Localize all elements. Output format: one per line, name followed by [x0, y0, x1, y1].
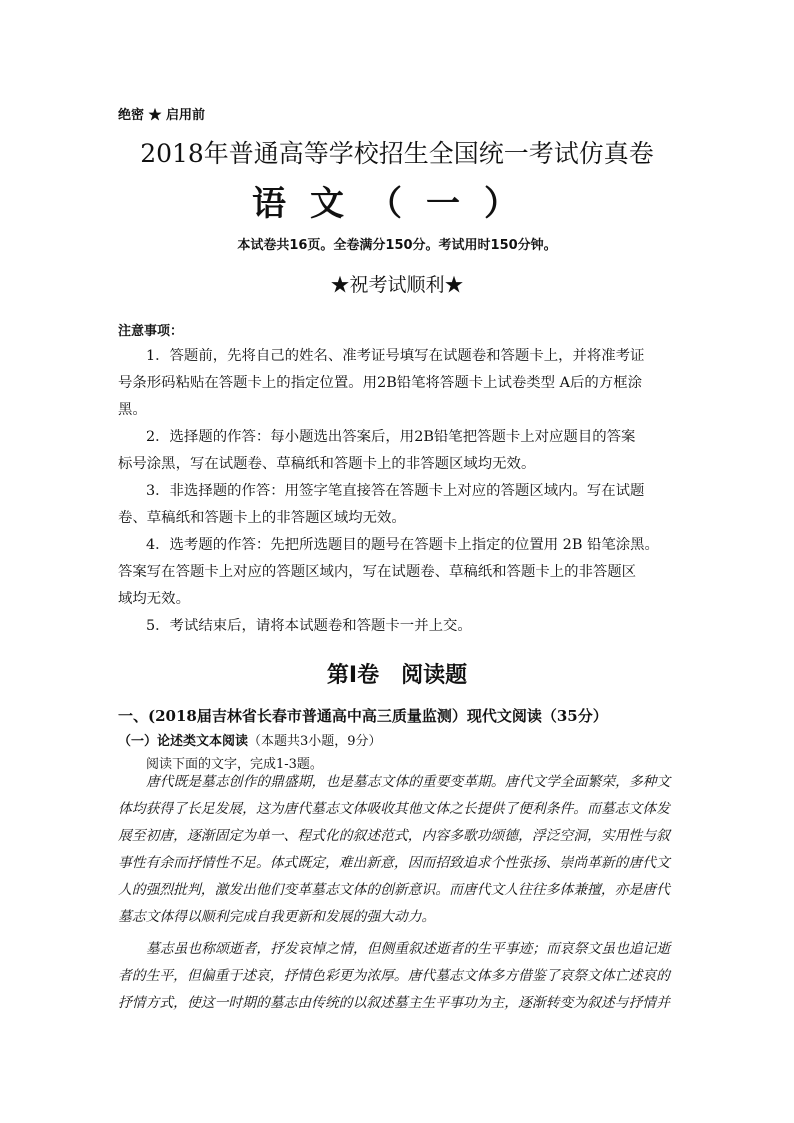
notes-line: 号条形码粘贴在答题卡上的指定位置。用2B铅笔将答题卡上试卷类型 A后的方框涂 — [118, 375, 642, 391]
subsection-label: （一）论述类文本阅读 — [118, 734, 249, 749]
reading-line: 人的强烈批判，激发出他们变革墓志文体的创新意识。而唐代文人往往多体兼擅，亦是唐代 — [118, 882, 670, 898]
notes-heading: 注意事项： — [118, 324, 184, 339]
reading-paragraph — [118, 936, 684, 1017]
notes-line: 2．选择题的作答：每小题选出答案后，用2B铅笔把答题卡上对应题目的答案 — [146, 429, 636, 445]
notes-line: 4．选考题的作答：先把所选题目的题号在答题卡上指定的位置用 2B 铅笔涂黑。 — [146, 537, 659, 553]
reading-line: 体均获得了长足发展，这为唐代墓志文体吸收其他文体之长提供了便利条件。而墓志文体发 — [118, 801, 670, 817]
notes-line: 卷、草稿纸和答题卡上的非答题区域均无效。 — [118, 510, 406, 526]
notes-item — [118, 424, 684, 478]
notes-line: 答案写在答题卡上对应的答题区域内，写在试题卷、草稿纸和答题卡上的非答题区 — [118, 564, 637, 580]
reading-line: 唐代既是墓志创作的鼎盛期，也是墓志文体的重要变革期。唐代文学全面繁荣，多种文 — [146, 774, 671, 790]
subsection-heading — [118, 730, 382, 749]
reading-line: 事性有余而抒情性不足。体式既定，难出新意，因而招致追求个性张扬、崇尚革新的唐代文 — [118, 855, 670, 871]
exam-title: 2018年普通高等学校招生全国统一考试仿真卷 — [140, 139, 654, 168]
reading-paragraph — [118, 769, 684, 931]
part-title: 第Ⅰ卷 阅读题 — [326, 663, 468, 688]
notes-line: 黑。 — [118, 402, 147, 418]
notes-line: 域均无效。 — [118, 591, 190, 607]
question-heading: 一、(2018届吉林省长春市普通高中高三质量监测）现代文阅读（35分） — [118, 707, 608, 725]
reading-line: 墓志文体得以顺利完成自我更新和发展的强大动力。 — [118, 909, 436, 925]
reading-line: 墓志虽也称颂逝者，抒发哀悼之情，但侧重叙述逝者的生平事迹；而哀祭文虽也追记逝 — [146, 941, 671, 957]
notes-line: 5．考试结束后，请将本试题卷和答题卡一并上交。 — [146, 618, 472, 634]
good-luck-banner: ★祝考试顺利★ — [330, 274, 464, 296]
notes-item — [118, 478, 684, 532]
exam-info: 本试卷共16页。全卷满分150分。考试用时150分钟。 — [237, 238, 557, 253]
notes-line: 标号涂黑，写在试题卷、草稿纸和答题卡上的非答题区域均无效。 — [118, 456, 536, 472]
reading-line: 者的生平，但偏重于述哀，抒情色彩更为浓厚。唐代墓志文体多方借鉴了哀祭文体亡述哀的 — [118, 968, 670, 984]
notes-item — [118, 343, 684, 424]
confidential-label: 绝密 ★ 启用前 — [118, 108, 206, 123]
reading-line: 抒情方式，使这一时期的墓志由传统的以叙述墓主生平事功为主，逐渐转变为叙述与抒情并 — [118, 995, 670, 1011]
notes-line: 3．非选择题的作答：用签字笔直接答在答题卡上对应的答题区域内。写在试题 — [146, 483, 645, 499]
reading-instruction: 阅读下面的文字，完成1-3题。 — [146, 757, 323, 772]
notes-line: 1．答题前，先将自己的姓名、准考证号填写在试题卷和答题卡上，并将准考证 — [146, 348, 645, 364]
subject-title: 语文（一） — [252, 184, 542, 224]
notes-item — [118, 613, 684, 640]
notes-item — [118, 532, 684, 613]
reading-line: 展至初唐，逐渐固定为单一、程式化的叙述范式，内容多歌功颂德，浮泛空洞，实用性与叙 — [118, 828, 670, 844]
subsection-note: （本题共3小题，9分） — [248, 734, 382, 749]
